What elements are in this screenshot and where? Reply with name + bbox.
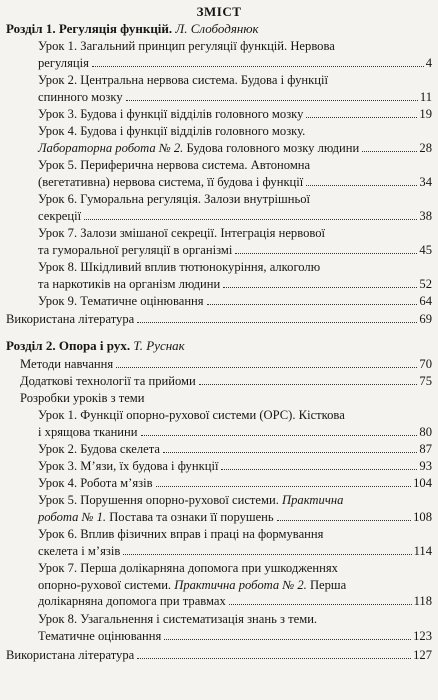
entry-line: регуляція — [38, 55, 89, 70]
page-number: 108 — [413, 509, 432, 524]
toc-entry[interactable] — [38, 293, 432, 310]
entry-line: Тематичне оцінювання — [38, 628, 162, 643]
page-number: 87 — [419, 442, 432, 456]
page-number: 123 — [413, 628, 432, 643]
entry-line: Урок 3. Будова і функції відділів головного мозку — [38, 107, 304, 121]
leader-dots — [137, 658, 411, 659]
section-1-author: Л. Слободянюк — [175, 21, 259, 36]
toc-entry[interactable] — [38, 458, 432, 475]
practical-work-label: Практична робота № 2. — [174, 577, 307, 592]
practical-work-label: Практична — [282, 493, 344, 507]
toc-entry[interactable] — [38, 526, 432, 559]
entry-line: Урок 1. Функції опорно-рухової системи (ОРС). Кісткова — [38, 408, 345, 422]
leader-dots — [199, 384, 418, 385]
entry-line: Урок 6. Гуморальна регуляція. Залози внутрішньої — [38, 192, 311, 206]
entry-line: Постава та ознаки її порушень — [106, 509, 274, 524]
entry-line: і хрящова тканини — [38, 424, 138, 439]
entry-line: Використана література — [6, 312, 135, 326]
page-number: 45 — [419, 242, 432, 257]
page-number: 75 — [419, 374, 432, 388]
entry-line: Урок 7. Залози змішаної секреції. Інтеграція нервової — [38, 226, 326, 240]
toc-entry[interactable] — [38, 560, 432, 610]
toc-entry[interactable] — [38, 441, 432, 458]
entry-line: Будова головного мозку людини — [183, 140, 360, 155]
section-2-heading — [6, 337, 434, 354]
toc-entry[interactable] — [38, 407, 432, 440]
leader-dots — [137, 322, 417, 323]
leader-dots — [277, 520, 411, 521]
toc-entry[interactable] — [38, 225, 432, 258]
entry-line: Розробки уроків з теми — [20, 391, 145, 405]
page-number: 52 — [419, 276, 432, 291]
leader-dots — [306, 117, 417, 118]
entry-line: скелета і м’язів — [38, 543, 121, 558]
entry-line: Використана література — [6, 648, 135, 662]
entry-line: спинного мозку — [38, 89, 123, 104]
section-2-title: Розділ 2. Опора і рух. — [6, 338, 131, 353]
section-2-author: Т. Руснак — [133, 338, 185, 353]
entry-line: та гуморальної регуляції в організмі — [38, 242, 233, 257]
entry-line: Урок 2. Будова скелета — [38, 442, 161, 456]
leader-dots — [223, 287, 417, 288]
page-number: 64 — [419, 294, 432, 308]
toc-entry-literature[interactable] — [6, 311, 432, 328]
page-number: 93 — [419, 459, 432, 473]
toc-entry[interactable] — [38, 72, 432, 105]
entry-line: та наркотиків на організм людини — [38, 276, 221, 291]
toc-entry[interactable] — [38, 191, 432, 224]
entry-line: Урок 9. Тематичне оцінювання — [38, 294, 204, 308]
leader-dots — [221, 469, 417, 470]
leader-dots — [126, 100, 418, 101]
entry-line: Урок 8. Узагальнення і систематизація знань з теми. — [38, 612, 318, 626]
toc-subheading[interactable] — [20, 390, 432, 407]
leader-dots — [123, 554, 411, 555]
toc-entry[interactable] — [20, 356, 432, 373]
toc-entry[interactable] — [38, 259, 432, 292]
toc-entry-literature[interactable] — [6, 647, 432, 664]
entry-line: секреції — [38, 208, 82, 223]
leader-dots — [362, 151, 417, 152]
entry-line: Урок 6. Вплив фізичних вправ і праці на формування — [38, 527, 324, 541]
lab-work-label: Лабораторна робота № 2. — [38, 140, 184, 155]
toc-entry[interactable] — [38, 492, 432, 525]
page-number: 80 — [419, 424, 432, 439]
page-number: 127 — [413, 648, 432, 662]
entry-line: Урок 3. М’язи, їх будова і функції — [38, 459, 219, 473]
page-number: 104 — [413, 476, 432, 490]
entry-line: долікарняна допомога при травмах — [38, 594, 226, 608]
leader-dots — [84, 219, 417, 220]
leader-dots — [229, 604, 412, 605]
page-number: 38 — [419, 208, 432, 223]
page-number: 69 — [419, 312, 432, 326]
leader-dots — [235, 253, 417, 254]
entry-line: (вегетативна) нервова система, її будова і функції — [38, 174, 304, 189]
page-number: 34 — [419, 174, 432, 189]
practical-work-label: робота № 1. — [38, 509, 107, 524]
entry-line: Методи навчання — [20, 357, 114, 371]
leader-dots — [116, 367, 417, 368]
entry-line: Додаткові технології та прийоми — [20, 374, 196, 388]
leader-dots — [156, 486, 412, 487]
leader-dots — [141, 435, 418, 436]
page-number: 114 — [413, 543, 432, 558]
leader-dots — [92, 66, 424, 67]
toc-entry[interactable] — [38, 123, 432, 156]
entry-line: Урок 7. Перша долікарняна допомога при ушкодженнях — [38, 561, 338, 575]
toc-entry[interactable] — [38, 611, 432, 644]
page-number: 4 — [425, 55, 432, 70]
leader-dots — [207, 304, 418, 305]
page-number: 70 — [419, 357, 432, 371]
entry-line: Урок 5. Порушення опорно-рухової системи. — [38, 493, 283, 507]
page-number: 118 — [413, 594, 432, 608]
section-1-title: Розділ 1. Регуляція функцій. — [6, 21, 173, 36]
page-number: 19 — [419, 107, 432, 121]
entry-line: опорно-рухової системи. — [38, 577, 175, 592]
leader-dots — [306, 185, 417, 186]
section-1-heading — [6, 20, 434, 37]
leader-dots — [164, 639, 411, 640]
entry-line: Урок 1. Загальний принцип регуляції функцій. Нервова — [38, 39, 335, 53]
entry-line: Урок 8. Шкідливий вплив тютюнокуріння, алкоголю — [38, 260, 321, 274]
page-number: 28 — [419, 140, 432, 155]
page-title: ЗМІСТ — [196, 4, 242, 19]
toc-entry[interactable] — [38, 38, 432, 71]
page-number: 11 — [419, 89, 432, 104]
entry-line: Урок 5. Периферична нервова система. Автономна — [38, 158, 311, 172]
toc-entry[interactable] — [38, 157, 432, 190]
entry-line: Урок 4. Будова і функції відділів головного мозку. — [38, 124, 306, 138]
entry-line: Урок 4. Робота м’язів — [38, 476, 153, 490]
toc-entry[interactable] — [38, 106, 432, 123]
toc-entry[interactable] — [38, 475, 432, 492]
toc-entry[interactable] — [20, 373, 432, 390]
entry-line: Урок 2. Центральна нервова система. Будова і функції — [38, 73, 328, 87]
leader-dots — [163, 452, 417, 453]
entry-line: Перша — [306, 577, 347, 592]
